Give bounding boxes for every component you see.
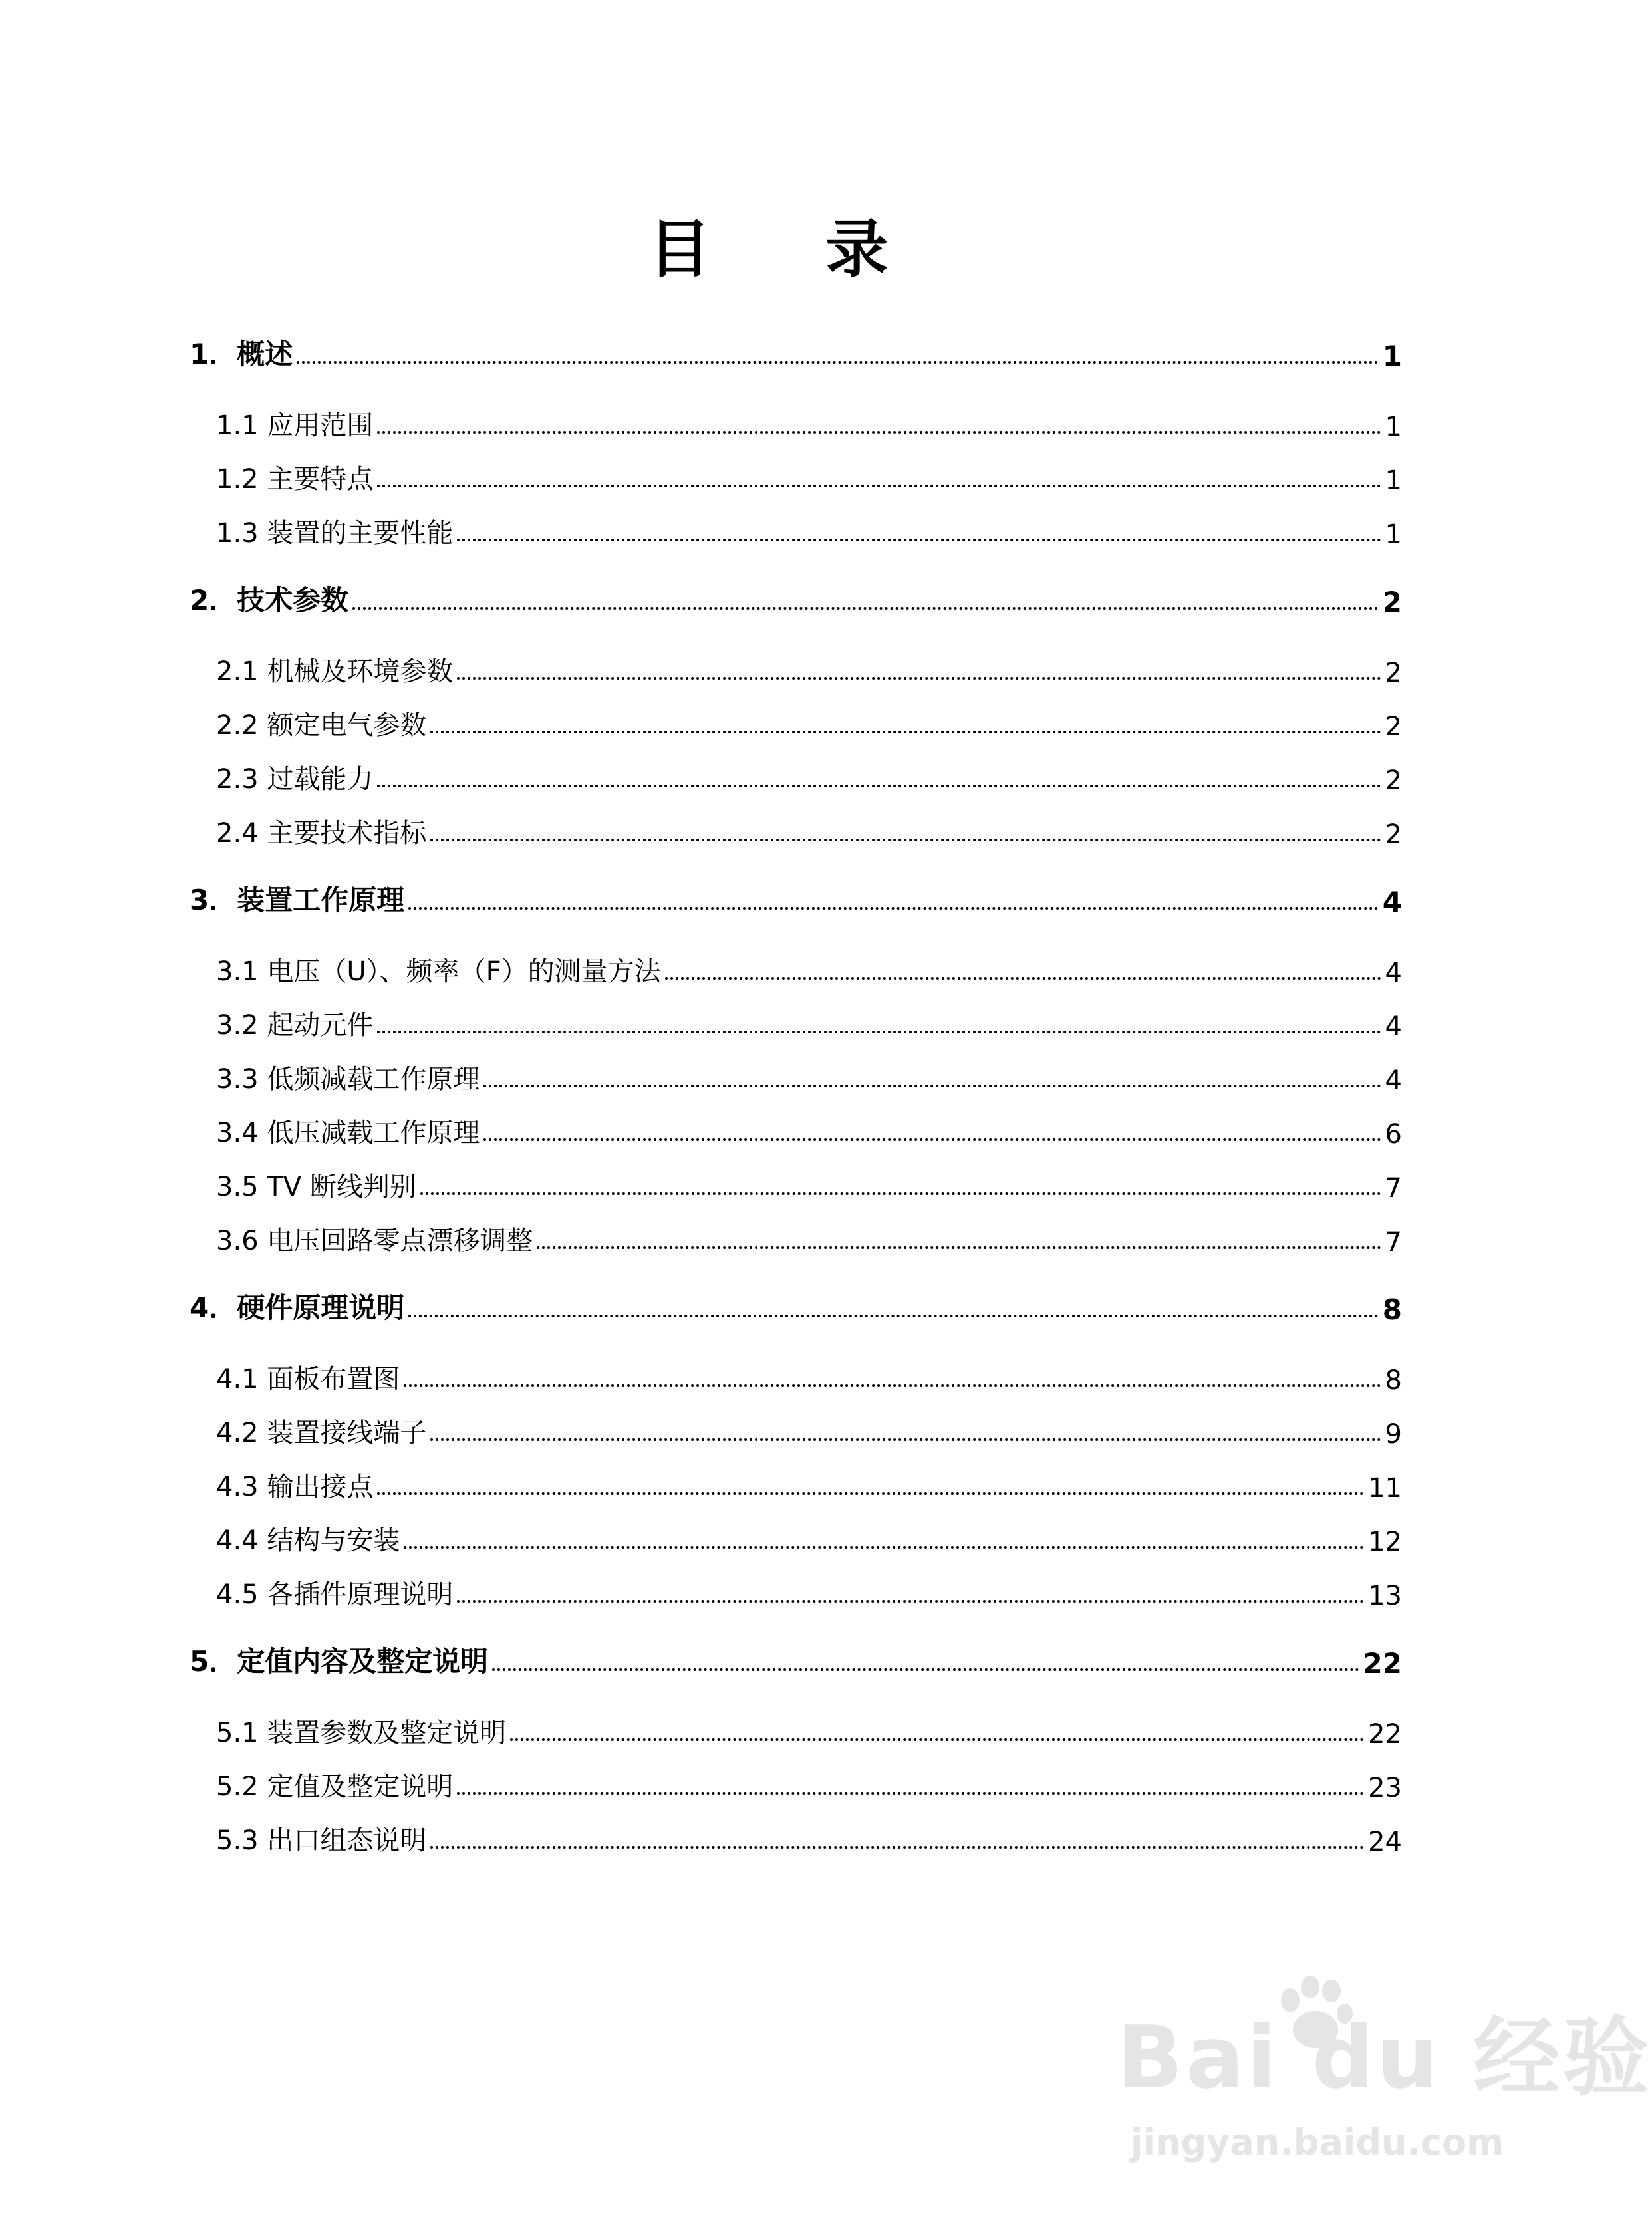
- toc-entry-label: 3．装置工作原理: [190, 884, 405, 916]
- toc-entry[interactable]: [216, 1110, 1402, 1150]
- toc-entry[interactable]: [216, 1571, 1402, 1611]
- toc-entry-label: 4.3 输出接点: [216, 1472, 374, 1502]
- watermark-logo-text: Bai du 经验: [1117, 2007, 1652, 2108]
- toc-entry-label: 4．硬件原理说明: [190, 1291, 405, 1324]
- toc-entry[interactable]: [216, 702, 1402, 742]
- dot-leader: [297, 361, 1379, 364]
- toc-entry-label: 2.1 机械及环境参数: [216, 656, 454, 687]
- dot-leader: [430, 731, 1381, 733]
- dot-leader: [377, 1031, 1381, 1033]
- dot-leader: [430, 1438, 1381, 1441]
- toc-entry-label: 2.2 额定电气参数: [216, 710, 427, 741]
- toc-entry[interactable]: [190, 579, 1402, 618]
- toc-entry-page: 2: [1385, 819, 1402, 850]
- toc-entry[interactable]: [216, 1164, 1402, 1204]
- toc-entry[interactable]: [216, 1517, 1402, 1557]
- toc-entry-page: 4: [1385, 1011, 1402, 1042]
- toc-entry-label: 5.3 出口组态说明: [216, 1825, 427, 1856]
- toc-entry[interactable]: [216, 948, 1402, 988]
- toc-entry-page: 1: [1385, 519, 1402, 550]
- dot-leader: [430, 1846, 1364, 1849]
- dot-leader: [483, 1138, 1381, 1141]
- toc-entry-label: 2．技术参数: [190, 584, 349, 616]
- dot-leader: [492, 1668, 1359, 1671]
- toc-entry-label: 4.2 装置接线端子: [216, 1418, 427, 1448]
- toc-entry-page: 2: [1385, 658, 1402, 688]
- toc-entry-label: 4.5 各插件原理说明: [216, 1579, 454, 1610]
- toc-entry[interactable]: [216, 648, 1402, 688]
- toc-entry-label: 3.3 低频减载工作原理: [216, 1064, 480, 1095]
- dot-leader: [404, 1384, 1381, 1387]
- toc-entry[interactable]: [190, 332, 1402, 372]
- dot-leader: [404, 1546, 1364, 1549]
- toc-entry-page: 22: [1363, 1647, 1402, 1680]
- dot-leader: [665, 977, 1381, 980]
- page-title: 目 录: [648, 213, 935, 286]
- dot-leader: [510, 1738, 1364, 1741]
- toc-entry[interactable]: [190, 878, 1402, 918]
- dot-leader: [408, 907, 1379, 910]
- toc-entry-page: 6: [1385, 1119, 1402, 1150]
- toc-entry-label: 4.1 面板布置图: [216, 1364, 400, 1394]
- toc-entry[interactable]: [216, 1056, 1402, 1096]
- toc-entry[interactable]: [190, 1640, 1402, 1680]
- toc-entry-page: 12: [1368, 1527, 1402, 1557]
- dot-leader: [420, 1192, 1381, 1195]
- toc-entry[interactable]: [216, 510, 1402, 550]
- toc-entry-page: 8: [1382, 1293, 1402, 1326]
- toc-entry-page: 22: [1368, 1719, 1402, 1750]
- dot-leader: [457, 677, 1381, 680]
- toc-entry-page: 2: [1385, 712, 1402, 742]
- dot-leader: [537, 1246, 1381, 1249]
- dot-leader: [457, 1792, 1364, 1795]
- dot-leader: [377, 785, 1381, 787]
- toc-entry-page: 11: [1368, 1473, 1402, 1504]
- toc-entry-page: 1: [1385, 465, 1402, 496]
- toc-entry-page: 4: [1382, 886, 1402, 918]
- toc-entry-page: 1: [1385, 412, 1402, 442]
- toc-entry-label: 5．定值内容及整定说明: [190, 1645, 489, 1678]
- toc-entry[interactable]: [216, 756, 1402, 796]
- toc-entry-page: 4: [1385, 958, 1402, 988]
- dot-leader: [483, 1085, 1381, 1087]
- baidu-jingyan-watermark: [1117, 1975, 1652, 2174]
- watermark-url: jingyan.baidu.com: [1131, 2121, 1504, 2163]
- toc-entry-page: 2: [1385, 765, 1402, 796]
- toc-entry[interactable]: [216, 1002, 1402, 1042]
- toc-entry-label: 2.3 过载能力: [216, 764, 374, 795]
- toc-entry[interactable]: [216, 1464, 1402, 1504]
- dot-leader: [408, 1315, 1379, 1317]
- dot-leader: [430, 839, 1381, 841]
- toc-entry[interactable]: [216, 1356, 1402, 1396]
- toc-entry[interactable]: [216, 810, 1402, 850]
- toc-entry-page: 7: [1385, 1173, 1402, 1204]
- toc-entry[interactable]: [190, 1286, 1402, 1326]
- toc-entry-label: 3.2 起动元件: [216, 1010, 374, 1041]
- toc-entry-page: 8: [1385, 1365, 1402, 1396]
- toc-entry-page: 2: [1382, 586, 1402, 618]
- toc-entry-page: 4: [1385, 1065, 1402, 1096]
- toc-entry-label: 1．概述: [190, 338, 293, 370]
- toc-entry-page: 23: [1368, 1773, 1402, 1803]
- dot-leader: [352, 607, 1379, 610]
- dot-leader: [457, 1600, 1364, 1603]
- toc-entry-label: 3.5 TV 断线判别: [216, 1172, 416, 1202]
- toc-entry-label: 3.1 电压（U）、频率（F）的测量方法: [216, 956, 661, 987]
- dot-leader: [457, 539, 1381, 541]
- toc-entry-label: 2.4 主要技术指标: [216, 818, 427, 849]
- dot-leader: [377, 485, 1381, 487]
- toc-entry-page: 24: [1368, 1827, 1402, 1857]
- toc-entry-label: 4.4 结构与安装: [216, 1525, 400, 1556]
- toc-entry[interactable]: [216, 1710, 1402, 1750]
- dot-leader: [377, 1492, 1364, 1495]
- toc-entry-label: 3.6 电压回路零点漂移调整: [216, 1226, 533, 1256]
- toc-entry-page: 9: [1385, 1419, 1402, 1450]
- toc-entry-label: 1.3 装置的主要性能: [216, 518, 454, 549]
- toc-entry[interactable]: [216, 1218, 1402, 1257]
- dot-leader: [377, 431, 1381, 434]
- toc-entry-page: 13: [1368, 1581, 1402, 1611]
- toc-entry[interactable]: [216, 1817, 1402, 1857]
- toc-entry[interactable]: [216, 456, 1402, 496]
- toc-entry-label: 5.2 定值及整定说明: [216, 1772, 454, 1802]
- toc-entry-page: 1: [1382, 340, 1402, 372]
- toc-entry-label: 5.1 装置参数及整定说明: [216, 1718, 507, 1748]
- toc-entry[interactable]: [216, 1764, 1402, 1803]
- toc-entry-label: 3.4 低压减载工作原理: [216, 1118, 480, 1148]
- toc-entry[interactable]: [216, 1410, 1402, 1450]
- toc-entry-label: 1.1 应用范围: [216, 410, 374, 441]
- toc-entry[interactable]: [216, 402, 1402, 442]
- toc-entry-page: 7: [1385, 1227, 1402, 1257]
- toc-entry-label: 1.2 主要特点: [216, 464, 374, 495]
